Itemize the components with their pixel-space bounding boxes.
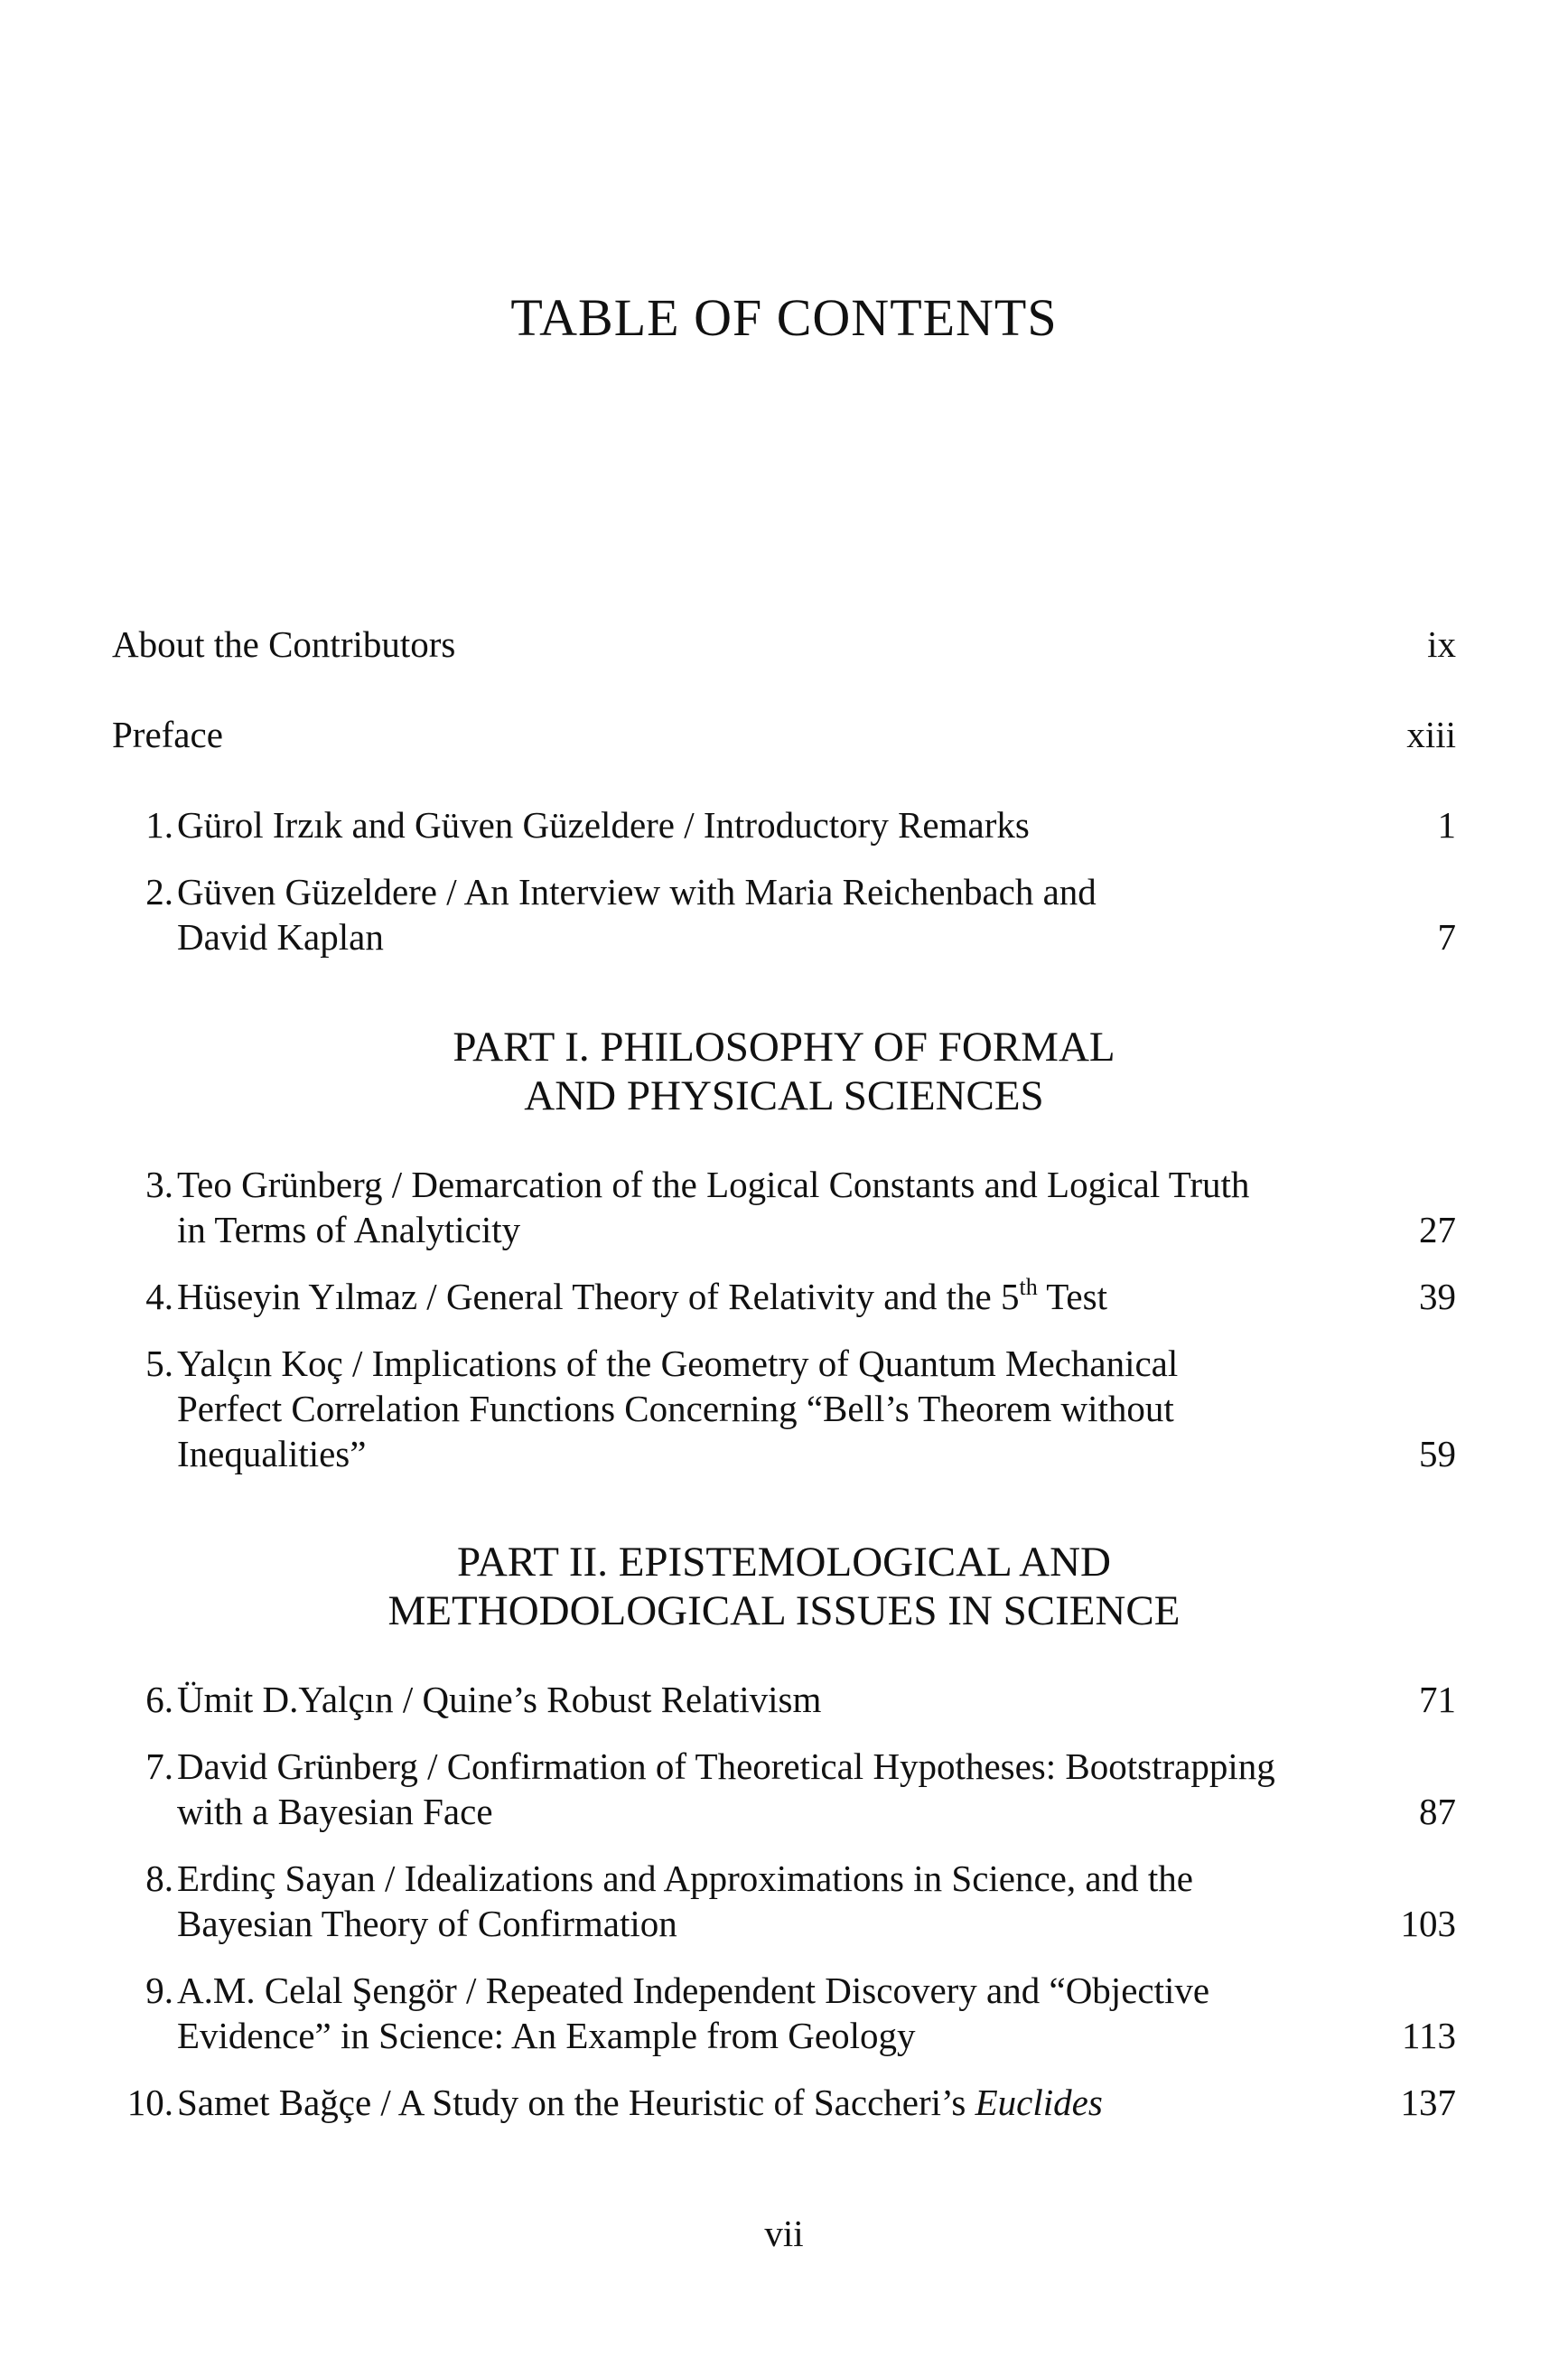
entry-title-text-end: Test [1037, 1276, 1107, 1317]
toc-entry-title[interactable]: Erdinç Sayan / Idealizations and Approximations in Science, and the [177, 1857, 1193, 1899]
toc-entry-title-cont[interactable]: Evidence” in Science: An Example from Geology [177, 2015, 916, 2056]
folio-page-number: vii [764, 2213, 804, 2254]
toc-entry-title-cont[interactable]: in Terms of Analyticity [177, 1209, 521, 1250]
toc-entry-title-cont[interactable]: Bayesian Theory of Confirmation [177, 1903, 677, 1944]
entry-number: 7. [145, 1745, 173, 1787]
page-number: 137 [1400, 2082, 1456, 2123]
entry-number: 10. [126, 2082, 173, 2123]
page-number: 39 [1419, 1276, 1456, 1317]
toc-entry-title-cont[interactable]: David Kaplan [177, 916, 384, 958]
part-heading: PART I. PHILOSOPHY OF FORMAL [453, 1024, 1115, 1071]
toc-entry-title[interactable]: Ümit D.Yalçın / Quine’s Robust Relativism [177, 1679, 822, 1720]
toc-entry-title[interactable]: Yalçın Koç / Implications of the Geometry of Quantum Mechanical [177, 1343, 1179, 1384]
entry-number: 3. [145, 1164, 173, 1205]
page-title: TABLE OF CONTENTS [510, 288, 1058, 347]
page-number: 71 [1419, 1679, 1456, 1720]
ordinal-superscript: th [1019, 1274, 1038, 1300]
entry-number: 6. [145, 1679, 173, 1720]
italic-book-title: Euclides [975, 2082, 1103, 2123]
toc-entry-title[interactable]: Güven Güzeldere / An Interview with Maria Reichenbach and [177, 871, 1097, 912]
toc-entry-title[interactable]: Teo Grünberg / Demarcation of the Logical Constants and Logical Truth [177, 1164, 1250, 1205]
toc-entry-title-cont[interactable]: with a Bayesian Face [177, 1791, 493, 1832]
part-heading-cont: AND PHYSICAL SCIENCES [524, 1072, 1044, 1119]
part-heading: PART II. EPISTEMOLOGICAL AND [457, 1539, 1111, 1586]
page-number: 113 [1402, 2015, 1456, 2056]
entry-number: 4. [145, 1276, 173, 1317]
toc-entry-contributors[interactable]: About the Contributors [112, 623, 456, 665]
toc-entry-title[interactable]: A.M. Celal Şengör / Repeated Independent Discovery and “Objective [177, 1970, 1210, 2011]
entry-number: 1. [145, 804, 173, 846]
page-number: 7 [1437, 916, 1456, 958]
page-number: ix [1427, 623, 1456, 665]
entry-number: 8. [145, 1857, 173, 1899]
toc-entry-title[interactable] [177, 1274, 1378, 1319]
toc-entry-title[interactable] [177, 2080, 1378, 2125]
page-number: xiii [1406, 714, 1456, 755]
toc-entry-title[interactable]: Gürol Irzık and Güven Güzeldere / Introductory Remarks [177, 804, 1030, 846]
part-heading-cont: METHODOLOGICAL ISSUES IN SCIENCE [387, 1587, 1181, 1634]
toc-entry-title-cont[interactable]: Perfect Correlation Functions Concerning “Bell’s Theorem without [177, 1388, 1174, 1429]
page-number: 1 [1437, 804, 1456, 846]
page-number: 27 [1419, 1209, 1456, 1250]
entry-number: 5. [145, 1343, 173, 1384]
page-number: 103 [1400, 1903, 1456, 1944]
page-number: 87 [1419, 1791, 1456, 1832]
toc-entry-title-cont[interactable]: Inequalities” [177, 1433, 367, 1474]
entry-title-text: Hüseyin Yılmaz / General Theory of Relativity and the 5 [177, 1276, 1020, 1317]
toc-entry-title[interactable]: David Grünberg / Confirmation of Theoretical Hypotheses: Bootstrapping [177, 1745, 1275, 1787]
entry-number: 2. [145, 871, 173, 912]
toc-entry-preface[interactable]: Preface [112, 714, 223, 755]
entry-number: 9. [145, 1970, 173, 2011]
entry-title-text: Samet Bağçe / A Study on the Heuristic of Saccheri’s [177, 2082, 975, 2123]
page-number: 59 [1419, 1433, 1456, 1474]
